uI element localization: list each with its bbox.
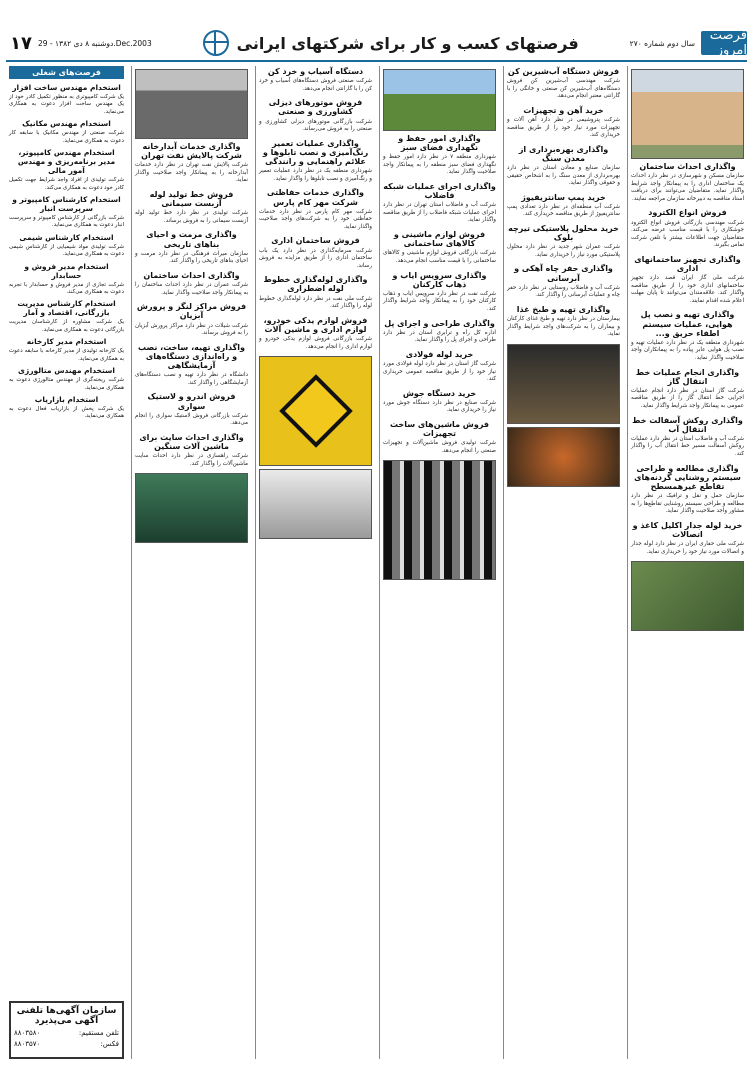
listing-title: واگذاری تجهیز ساختمانهای اداری [634, 254, 741, 273]
listing-text: شرکت عمران در نظر دارد احداث ساختمان را به پیمانکار واجد صلاحیت واگذار نماید. [135, 282, 248, 296]
listing-text: شهرداری منطقه ۷ در نظر دارد امور حفظ و نگهداری فضای سبز منطقه را به پیمانکار واجد صلاحیت واگذار نماید. [383, 154, 496, 176]
listing-title: واگذاری حفر چاه آهکی و آبرسانی [514, 264, 613, 283]
ad-listing [383, 350, 496, 384]
landscape-photo [383, 69, 496, 131]
listing-text: شرکت گاز استان در نظر دارد انجام عملیات اجرایی خط انتقال گاز را از طریق مناقصه عمومی به پیمانکار واجد شرایط واگذار نماید. [631, 387, 744, 409]
greenhouse-photo [631, 561, 744, 631]
listing-title: واگذاری تهیه، ساخت، نصب و راه‌اندازی دستگاه‌های آزمایشگاهی [138, 342, 245, 371]
listing-title: فروش لوازم ماشینی و کالاهای ساختمانی [393, 230, 486, 249]
listing-title: استخدام مدیر فروش و حسابدار [24, 261, 109, 280]
listing-title: استخدام مهندس کامپیوتر، مدیر برنامه‌ریزی و مهندس آمور مالی [17, 148, 116, 176]
listing-title: واگذاری اجرای عملیات شبکه فاضلاب [383, 182, 496, 201]
listing-title: واگذاری احداث ساختمان [639, 162, 736, 171]
listing-text: شرکت تولیدی مواد شیمیایی از کارشناس شیمی دعوت به همکاری می‌نماید. [9, 243, 124, 258]
listing-text: شرکت عمران شهر جدید در نظر دارد محلول پلاستیکی مورد نیاز را خریداری نماید. [507, 244, 620, 258]
listing-title: خرید محلول پلاستیکی تیرچه بلوک [508, 223, 619, 243]
listing-title: فروش اندرو و لاستیک سواری [147, 392, 236, 411]
job-listing [9, 337, 124, 363]
listing-title: فروش ماشین‌های ساخت تجهیزات [389, 419, 490, 439]
ad-listing [135, 433, 248, 468]
listing-title: فروش انواع الکترود [648, 208, 727, 218]
ad-listing [259, 139, 372, 184]
ad-listing [507, 264, 620, 299]
listing-title: دستگاه آسیاب و خرد کن [267, 67, 364, 76]
listing-text: شرکت تجاری از مدیر فروش و حسابدار با تجربه دعوت به همکاری می‌کند. [9, 281, 124, 296]
listing-title: واگذاری سرویس ایاب و ذهاب کارکنان [392, 270, 487, 289]
fish-farm-photo [135, 473, 248, 543]
listing-title: واگذاری خدمات حفاظتی شرکت مهر کام پارس [266, 188, 365, 207]
listing-text: شرکت بازرگانی موتورهای دیزلی کشاورزی و صنعتی را به فروش می‌رساند. [259, 118, 372, 133]
phone-number: ۸۸۰۳۵۸۰ [14, 1029, 41, 1037]
listing-title: استخدام کارشناس شیمی [19, 232, 114, 242]
ad-listing [259, 236, 372, 270]
ad-listing [383, 230, 496, 265]
listing-title: واگذاری تهیه و طبخ غذا [516, 304, 611, 314]
ad-listing [383, 389, 496, 415]
page-header [6, 26, 747, 62]
listing-text: یک کارخانه تولیدی از مدیر کارخانه با سابقه دعوت به همکاری می‌نماید. [9, 348, 124, 362]
listing-text: شرکت نفت در نظر دارد سرویس ایاب و ذهاب کارکنان خود را به پیمانکار واجد شرایط واگذار کند. [383, 290, 496, 312]
listing-text: شرکت آب و فاضلاب روستایی در نظر دارد حفر چاه و عملیات آبرسانی را واگذار کند. [507, 284, 620, 299]
listing-title: واگذاری امور حفظ و نگهداری فضای سبز [398, 134, 481, 153]
listing-title: فروش ساختمان اداری [271, 236, 360, 246]
listing-text: شرکت مهر کام پارس در نظر دارد خدمات حفاظتی خود را به شرکت‌های واجد صلاحیت واگذار نماید. [259, 208, 372, 230]
job-listing [9, 233, 124, 259]
listing-title: واگذاری طراحی و اجرای پل [384, 318, 495, 328]
listing-title: واگذاری لوله‌گذاری خطوط لوله اضطراری [263, 275, 368, 294]
jobs-header: فرصت‌های شغلی [9, 66, 124, 79]
listing-title: واگذاری احداث سایت برای ماشین آلات سنگین [139, 432, 244, 452]
listing-text: شهرداری منطقه یک در نظر دارد عملیات تهیه و نصب پل هوایی عابر پیاده را به پیمانکاران واجد صلاحیت واگذار نماید. [631, 339, 744, 361]
listing-text: شرکت صنعتی فروش دستگاه‌های آسیاب و خرد کن را با گارانتی انجام می‌دهد. [259, 78, 372, 92]
fax-label: فکس: [100, 1040, 119, 1048]
listing-title: خرید لوله فولادی [405, 349, 474, 359]
job-listing [9, 119, 124, 145]
newspaper-logo: فرصت امروز [701, 31, 747, 55]
listing-text: شرکت ملی گاز ایران قصد دارد تجهیز ساختمانهای اداری خود را از طریق مناقصه واگذار کند. علاقه‌مندان می‌توانند تا پایان مهلت اعلام شده اقدام نمایند. [631, 275, 744, 304]
listing-title: فروش مراکز لنگر و پرورش آبزیان [136, 302, 247, 321]
listing-text: شرکت تولیدی فروش ماشین‌آلات و تجهیزات صنعتی را انجام می‌دهد. [383, 440, 496, 454]
ad-listing [631, 162, 744, 203]
globe-icon [203, 30, 229, 56]
ad-listing [507, 305, 620, 339]
column-5 [131, 66, 251, 1059]
listing-text: شرکت سرمایه‌گذاری در نظر دارد یک باب ساختمان اداری را از طریق مزایده به فروش رساند. [259, 247, 372, 269]
column-4 [255, 66, 375, 1059]
listing-text: سازمان حمل و نقل و ترافیک در نظر دارد مطالعه و طراحی سیستم روشنایی تقاطع‌ها را به مشاور واجد صلاحیت واگذار نماید. [631, 493, 744, 515]
listing-title: واگذاری تهیه و نصب پل هوایی، عملیات سیستم اطفاء حریق و... [640, 310, 735, 338]
listing-text: یک شرکت مشاوره از کارشناسان مدیریت بازرگانی دعوت به همکاری می‌نماید. [9, 319, 124, 333]
issue-number: سال دوم شماره ۲۷۰ [629, 38, 695, 48]
auto-parts-photo [259, 469, 372, 539]
listing-text: شرکت بازرگانی فروش لاستیک سواری را انجام می‌دهد. [135, 412, 248, 427]
ad-listing [259, 67, 372, 93]
job-listing [9, 195, 124, 230]
ad-listing [507, 67, 620, 101]
column-3 [379, 66, 499, 1059]
listing-text: یک شرکت کامپیوتری به منظور تکمیل کادر خود از یک مهندس ساخت افزار دعوت به همکاری می‌نماید. [9, 94, 124, 115]
ad-listing [631, 255, 744, 306]
refinery-photo [135, 69, 248, 139]
listing-title: فروش موتورهای دیزلی کشاورزی و صنعتی [268, 98, 363, 117]
section-title [152, 30, 630, 56]
listing-text: یک شرکت پخش از بازاریاب فعال دعوت به همکاری می‌نماید. [9, 406, 124, 420]
ad-listing [259, 275, 372, 310]
ad-listing [135, 190, 248, 225]
ad-listing [383, 319, 496, 345]
listing-title: واگذاری روکش آسفالت خط انتقال آب [632, 415, 743, 434]
mining-photo [507, 344, 620, 424]
listing-text: شرکت راهسازی در نظر دارد احداث سایت ماشین‌آلات را واگذار کند. [135, 453, 248, 467]
listing-text: شرکت تولیدی از افراد واجد شرایط جهت تکمیل کادر خود دعوت به همکاری می‌کند. [9, 177, 124, 191]
ad-listing [507, 193, 620, 219]
job-listing [9, 395, 124, 421]
listing-title: استخدام کارشناس کامپیوتر و سرپرست انبار [12, 194, 121, 213]
listing-text: شرکت پتروشیمی در نظر دارد آهن آلات و تجهیزات مورد نیاز خود را از طریق مناقصه خریداری کند. [507, 117, 620, 139]
listing-title: واگذاری بهره‌برداری از معدن سنگ [518, 144, 609, 163]
ad-listing [631, 416, 744, 459]
building-photo [631, 69, 744, 159]
listing-text: شرکت پالایش نفت تهران در نظر دارد خدمات آبدارخانه را به پیمانکار واجد صلاحیت واگذار نماید. [135, 162, 248, 184]
listing-title: استخدام مهندس ساخت افزار [12, 83, 121, 92]
job-listing [9, 299, 124, 334]
listing-text: شرکت تولیدی در نظر دارد خط تولید لوله آزبست سیمانی را به فروش برساند. [135, 210, 248, 224]
ad-title: سازمان آگهی‌ها تلفنی آگهی می‌پذیرد [16, 1006, 117, 1026]
issue-date: دوشنبه ۸ دی ۱۳۸۲ - 29.Dec.2003 [37, 38, 152, 48]
column-1 [627, 66, 747, 1059]
listing-title: خرید پمپ سانتریفیوژ [521, 192, 606, 202]
listing-text: شرکت شیلات در نظر دارد مراکز پرورش آبزیان را به فروش برساند. [135, 322, 248, 337]
listing-text: شهرداری منطقه یک در نظر دارد عملیات تعمیر و رنگ‌آمیزی و نصب تابلوها را واگذار نماید. [259, 168, 372, 182]
ad-listing [259, 316, 372, 351]
slippery-road-icon [279, 374, 353, 448]
listing-text: سازمان میراث فرهنگی در نظر دارد مرمت و احیای بناهای تاریخی را واگذار کند. [135, 250, 248, 265]
listing-text: شرکت صنایع در نظر دارد دستگاه جوش مورد نیاز را خریداری نماید. [383, 399, 496, 414]
ad-listing [507, 106, 620, 140]
road-sign-photo [259, 356, 372, 466]
listing-text: سازمان صنایع و معادن استان در نظر دارد بهره‌برداری از معدن سنگ را به اشخاص حقیقی و حقوقی واگذار نماید. [507, 165, 620, 187]
listing-title: فروش دستگاه آب‌شیرین کن [507, 67, 620, 76]
ad-listing [135, 302, 248, 337]
listing-title: استخدام مهندس مکانیک [22, 119, 111, 129]
listing-text: شرکت بازرگانی از کارشناس کامپیوتر و سرپرست انبار دعوت به همکاری می‌نماید. [9, 214, 124, 229]
ad-fax-row [14, 1040, 119, 1048]
food-photo [507, 427, 620, 487]
page-number: ۱۷ [10, 32, 32, 54]
listing-title: واگذاری مرمت و احیای بناهای تاریخی [146, 230, 237, 249]
listing-text: شرکت آب منطقه‌ای در نظر دارد تعدادی پمپ سانتریفیوژ از طریق مناقصه خریداری کند. [507, 203, 620, 218]
ad-listing [135, 271, 248, 297]
ad-box [9, 1001, 124, 1059]
job-listing [9, 83, 124, 116]
ad-listing [631, 310, 744, 362]
ad-listing [631, 464, 744, 516]
fax-number: ۸۸۰۳۵۷۰ [14, 1040, 41, 1048]
listing-title: خرید دستگاه جوش [402, 388, 477, 398]
listing-title: خرید لوله جدار اکلیل کاغذ و اتصالات [632, 520, 743, 539]
columns [6, 66, 747, 1059]
ad-phone-row [14, 1029, 119, 1037]
ad-listing [631, 521, 744, 556]
listing-text: شرکت مهندسی آب‌شیرین کن فروش دستگاه‌های آب‌شیرین کن صنعتی و خانگی را با گارانتی معتبر انجام می‌دهد. [507, 78, 620, 100]
ad-listing [507, 145, 620, 188]
ad-listing [383, 420, 496, 455]
listing-text: شرکت بازرگانی فروش لوازم ماشینی و کالاهای ساختمانی را با قیمت مناسب انجام می‌دهد. [383, 250, 496, 264]
listing-text: بیمارستان در نظر دارد تهیه و طبخ غذای کارکنان و بیماران را به شرکت‌های واجد شرایط واگذار نماید. [507, 316, 620, 338]
ad-listing [631, 208, 744, 249]
ad-listing [259, 188, 372, 231]
job-listing [9, 262, 124, 297]
listing-title: خرید آهن و تجهیزات [523, 105, 604, 115]
listing-text: دانشگاه در نظر دارد تهیه و نصب دستگاه‌های آزمایشگاهی را واگذار کند. [135, 372, 248, 386]
listing-text: سازمان مسکن و شهرسازی در نظر دارد احداث یک ساختمان اداری را به پیمانکار واجد شرایط واگذار نماید. متقاضیان می‌توانند برای دریافت اسناد مناقصه به دبیرخانه سازمان مراجعه نمایند. [631, 173, 744, 202]
listing-text: شرکت آب و فاضلاب استان تهران در نظر دارد اجرای عملیات شبکه فاضلاب را از طریق مناقصه واگذار نماید. [383, 202, 496, 224]
listing-title: استخدام مدیر کارخانه [26, 337, 107, 347]
ad-listing [135, 142, 248, 185]
ad-listing [631, 368, 744, 411]
listing-title: استخدام کارشناس مدیریت بازرگانی، اقتصاد و آمار [17, 299, 116, 318]
listing-title: واگذاری احداث ساختمان [143, 270, 240, 280]
listing-title: واگذاری خدمات آبدارخانه شرکت پالایش نفت تهران [141, 142, 242, 161]
listing-title: واگذاری مطالعه و طراحی سیستم روشنایی گردنه‌های تقاطع غیرهمسطح [634, 463, 741, 491]
section-title-text: فرصتهای کسب و کار برای شرکتهای ایرانی [236, 33, 579, 53]
column-2 [503, 66, 623, 1059]
listing-text: شرکت بازرگانی فروش لوازم یدکی خودرو و لوازم اداری را انجام می‌دهد. [259, 336, 372, 350]
listing-text: شرکت آب و فاضلاب استان در نظر دارد عملیات روکش آسفالت مسیر خط انتقال آب را واگذار کند. [631, 435, 744, 457]
ad-listing [135, 343, 248, 388]
listing-text: شرکت گاز استان در نظر دارد لوله فولادی مورد نیاز خود را از طریق مناقصه عمومی خریداری کند. [383, 360, 496, 383]
listing-text: اداره کل راه و ترابری استان در نظر دارد طراحی و اجرای پل را واگذار نماید. [383, 329, 496, 344]
ad-listing [259, 98, 372, 133]
steel-pipes-photo [383, 460, 496, 580]
listing-title: استخدام مهندس متالورژی [18, 366, 115, 376]
listing-text: شرکت ملی نفت در نظر دارد لوله‌گذاری خطوط لوله را واگذار کند. [259, 295, 372, 310]
listing-text: شرکت صنعتی از مهندس مکانیک با سابقه کار دعوت به همکاری می‌نماید. [9, 130, 124, 144]
ad-listing [383, 271, 496, 314]
listing-title: واگذاری عملیات تعمیر رنگ‌آمیزی و نصب تابلوها و علائم راهنمایی و رانندگی [262, 138, 369, 167]
ad-listing [507, 224, 620, 259]
column-6 [6, 66, 127, 1059]
phone-label: تلفن مستقیم: [78, 1029, 119, 1037]
listing-title: فروش خط تولید لوله آزبست سیمانی [149, 190, 234, 209]
ad-listing [135, 230, 248, 265]
listing-text: شرکت ملی حفاری ایران در نظر دارد لوله جدار و اتصالات مورد نیاز خود را خریداری نماید. [631, 541, 744, 555]
ad-listing [383, 182, 496, 225]
ad-listing [135, 392, 248, 427]
listing-text: شرکت ریخته‌گری از مهندس متالورژی دعوت به همکاری می‌نماید. [9, 377, 124, 391]
ad-listing [383, 134, 496, 177]
job-listing [9, 148, 124, 192]
job-listing [9, 366, 124, 392]
listing-title: استخدام بازاریاب [34, 395, 99, 405]
listing-title: فروش لوازم یدکی خودرو، لوازم اداری و ماشین آلات [263, 315, 368, 334]
listing-text: شرکت مهندسی بازرگانی فروش انواع الکترود جوشکاری را با قیمت مناسب عرضه می‌کند. متقاضیان جهت اطلاعات بیشتر با تلفن شرکت تماس بگیرند. [631, 219, 744, 249]
listing-title: واگذاری انجام عملیات خط انتقال گاز [635, 367, 740, 386]
